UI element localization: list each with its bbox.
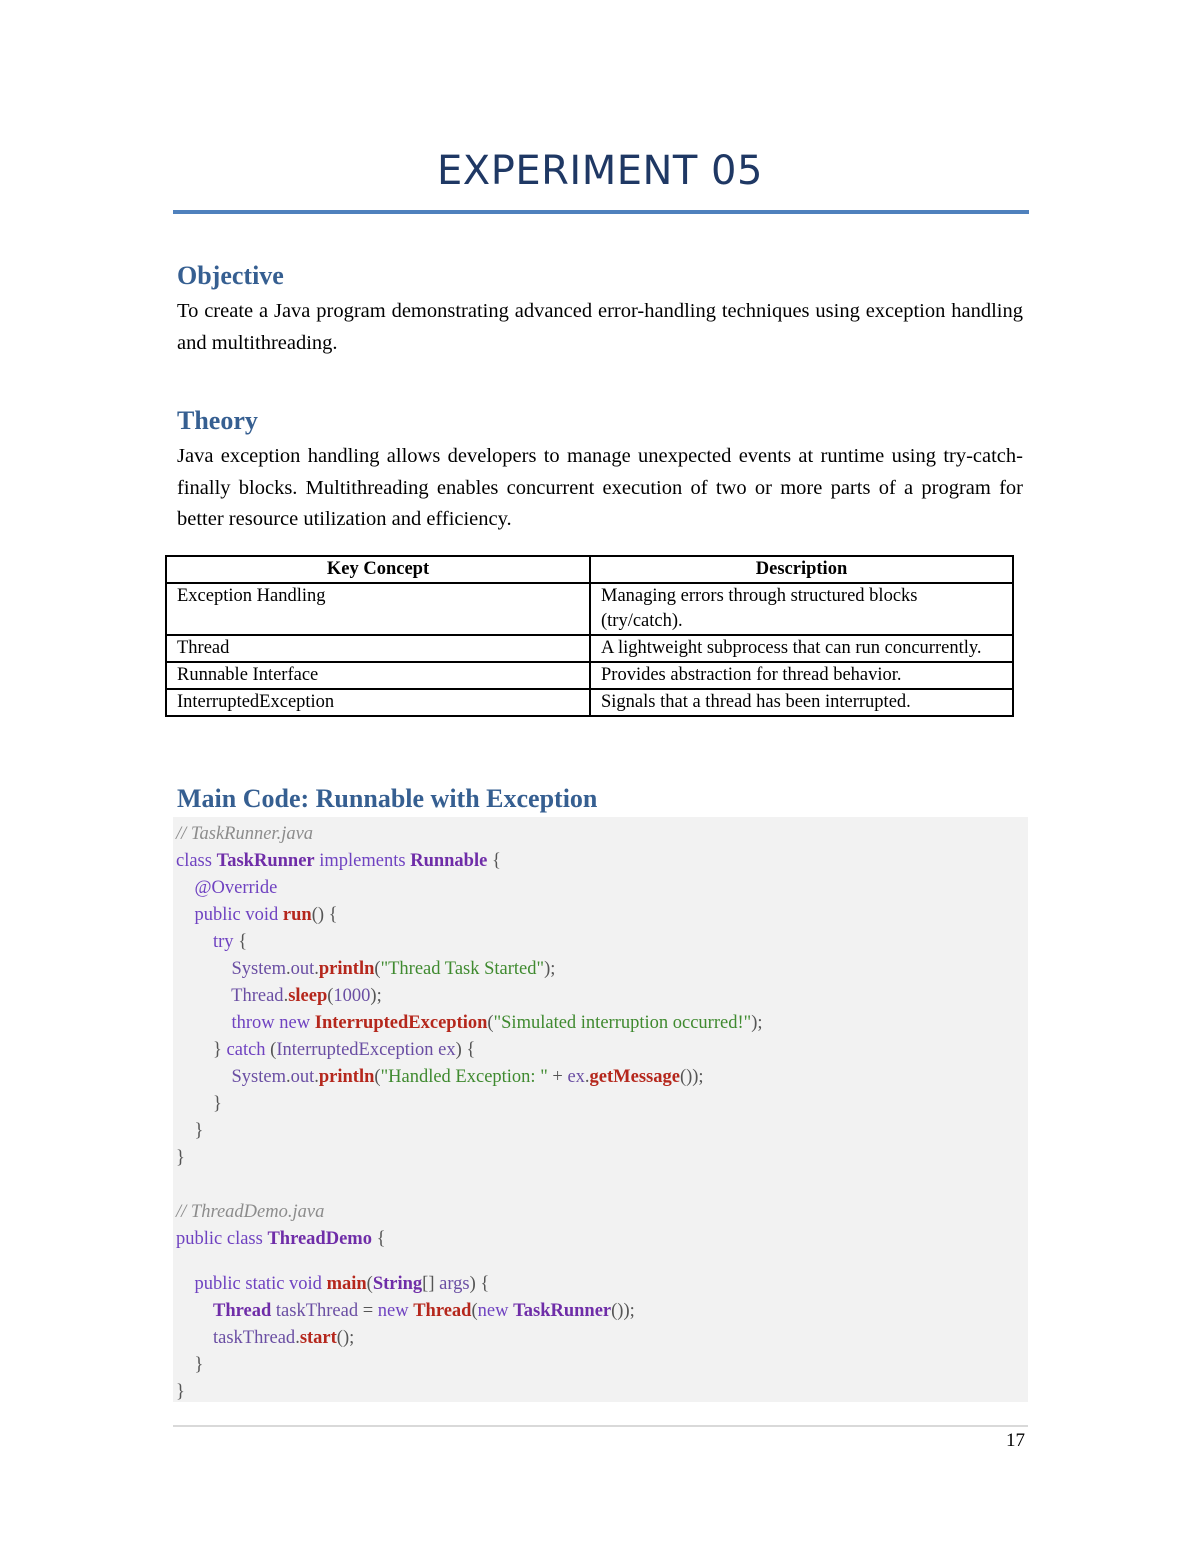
code-comment-line: // ThreadDemo.java [176, 1202, 325, 1222]
code-line: @Override [194, 878, 278, 898]
objective-heading: Objective [177, 261, 284, 290]
code-line: try { [213, 932, 248, 952]
table-row [166, 689, 1013, 716]
table-row [166, 635, 1013, 662]
table-cell: Signals that a thread has been interrupted. [590, 689, 1013, 716]
code-line: Thread taskThread = new Thread(new TaskRunner()); [213, 1301, 635, 1321]
footer-rule [173, 1425, 1028, 1427]
theory-text: Java exception handling allows developers to manage unexpected events at runtime using try-catch-finally blocks. Multithreading enables concurrent execution of two or more parts of a program for better resource utilization and efficiency. [177, 445, 1023, 530]
title-rule [173, 210, 1029, 214]
table-header-row [166, 556, 1013, 583]
code-line: Thread.sleep(1000); [231, 986, 382, 1006]
code-line: } catch (InterruptedException ex) { [213, 1040, 476, 1060]
page-number: 17 [1006, 1430, 1025, 1451]
code-line: public class ThreadDemo { [176, 1229, 386, 1249]
code-line: } [194, 1355, 204, 1375]
table-cell: InterruptedException [166, 689, 590, 716]
code-line: class TaskRunner implements Runnable { [176, 851, 501, 871]
table-row [166, 583, 1013, 635]
table-cell: Runnable Interface [166, 662, 590, 689]
code-line: throw new InterruptedException("Simulated interruption occurred!"); [231, 1013, 763, 1033]
code-line: } [176, 1148, 185, 1168]
code-line: public static void main(String[] args) { [194, 1274, 490, 1294]
table-header: Description [590, 556, 1013, 583]
objective-text: To create a Java program demonstrating advanced error-handling techniques using exception handling and multithreading. [177, 300, 1023, 354]
code-comment-line: // TaskRunner.java [176, 824, 314, 844]
code-line: } [176, 1382, 185, 1402]
code-line: public void run() { [194, 905, 338, 925]
code-line: taskThread.start(); [213, 1328, 355, 1348]
code-line: } [194, 1121, 204, 1141]
table-header: Key Concept [166, 556, 590, 583]
table-cell: Managing errors through structured blocks (try/catch). [590, 583, 1013, 635]
key-concepts-table [165, 555, 1014, 717]
code-line: } [213, 1094, 222, 1114]
page-title: EXPERIMENT 05 [437, 148, 763, 194]
table-cell: Thread [166, 635, 590, 662]
table-cell: Provides abstraction for thread behavior. [590, 662, 1013, 689]
code-line: System.out.println("Thread Task Started"); [231, 959, 556, 979]
code-heading: Main Code: Runnable with Exception [177, 784, 598, 813]
theory-heading: Theory [177, 406, 258, 435]
table-row [166, 662, 1013, 689]
table-cell: A lightweight subprocess that can run concurrently. [590, 635, 1013, 662]
table-cell: Exception Handling [166, 583, 590, 635]
code-line: System.out.println("Handled Exception: " + ex.getMessage()); [231, 1067, 704, 1087]
